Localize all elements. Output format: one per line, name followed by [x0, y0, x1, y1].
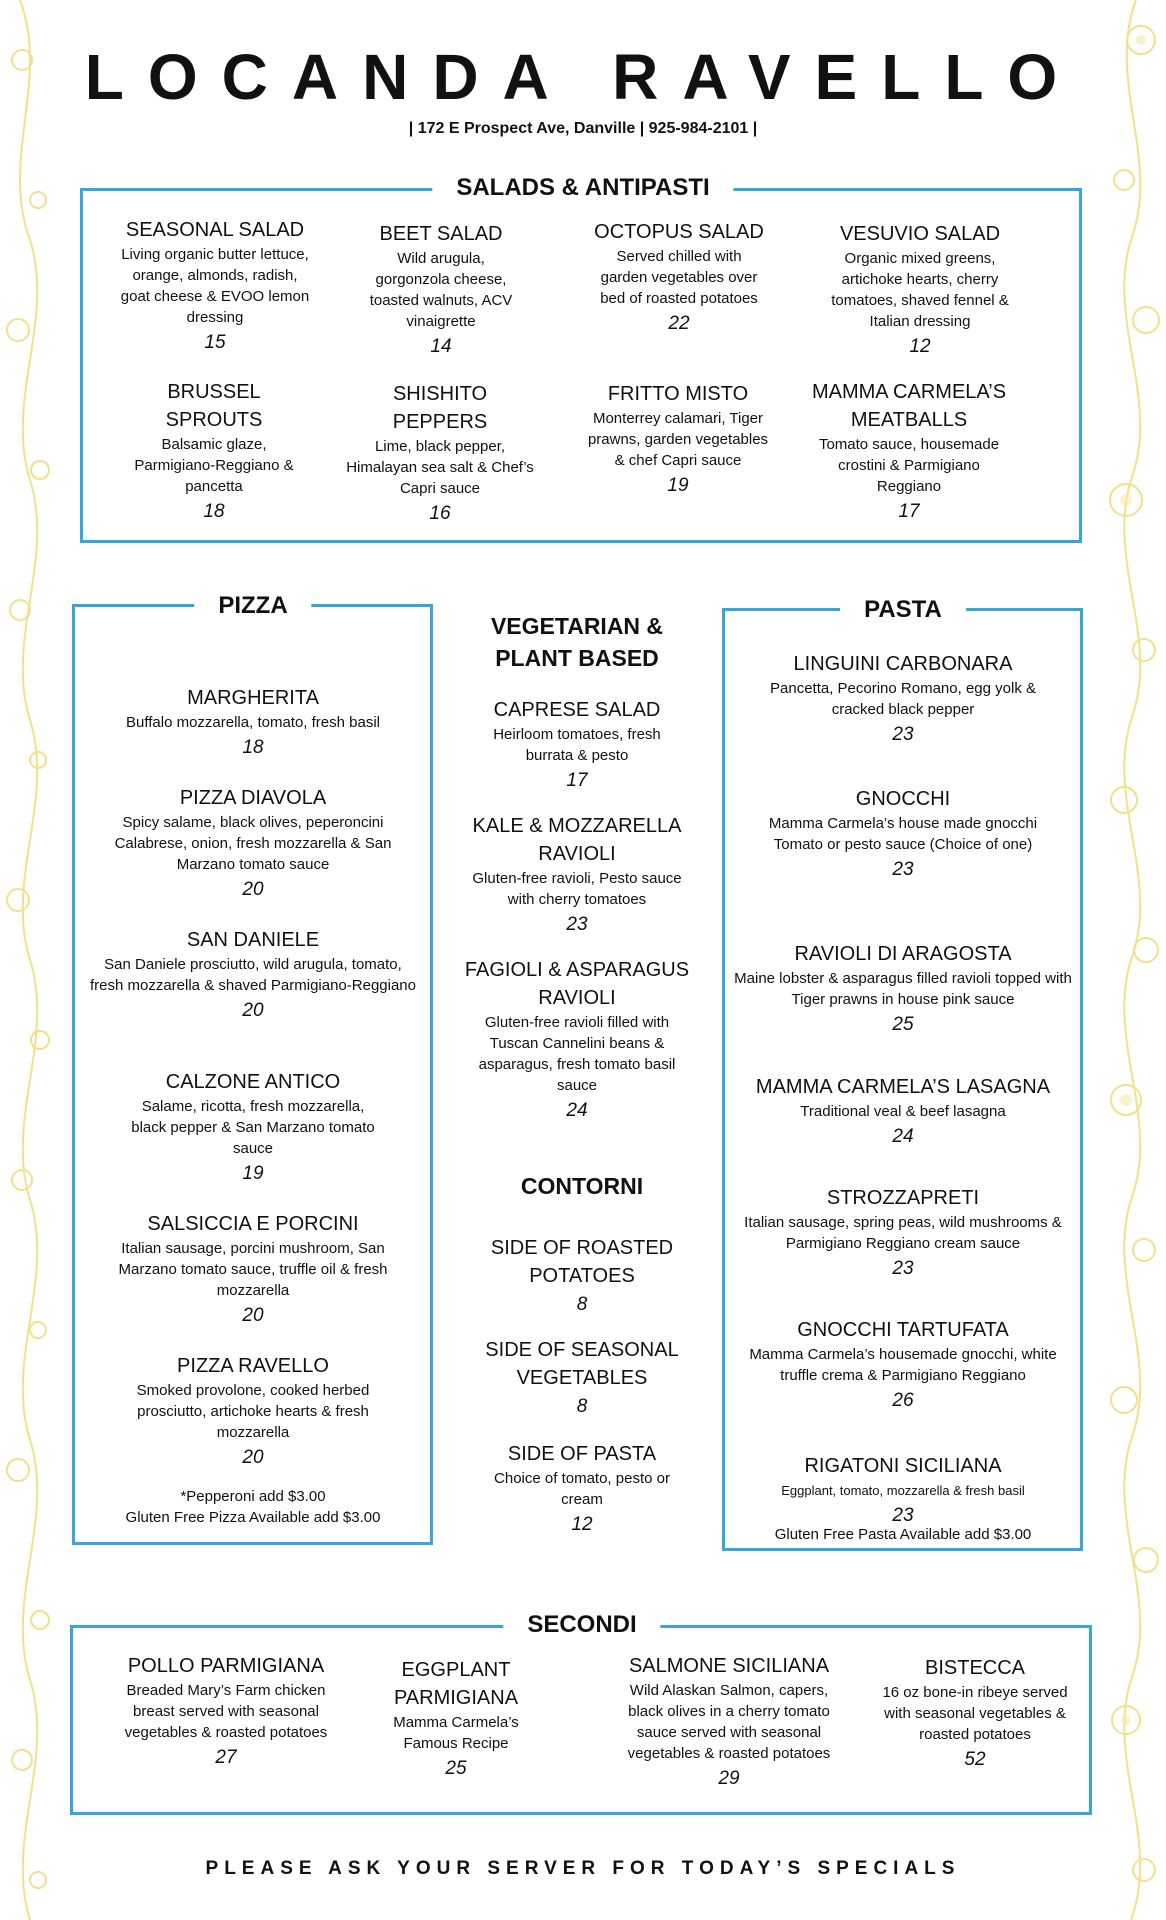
menu-item [119, 378, 309, 525]
item-price: 20 [242, 1000, 264, 1021]
item-price: 23 [566, 914, 588, 935]
item-description: Mamma Carmela’s housemade gnocchi, white truffle crema & Parmigiano Reggiano [749, 1346, 1057, 1384]
item-price: 18 [242, 737, 264, 758]
item-name: KALE & MOZZARELLA RAVIOLI [472, 815, 682, 865]
item-name: GNOCCHI [855, 788, 951, 810]
item-description: Italian sausage, spring peas, wild mushrooms & Parmigiano Reggiano cream sauce [744, 1214, 1062, 1252]
item-name: OCTOPUS SALAD [594, 221, 764, 243]
item-description: Monterrey calamari, Tiger prawns, garden vegetables & chef Capri sauce [587, 410, 769, 469]
item-description: Gluten-free ravioli filled with Tuscan Cannelini beans & asparagus, fresh tomato basil sauce [478, 1014, 676, 1094]
item-description: Lime, black pepper, Himalayan sea salt & Chef’s Capri sauce [346, 438, 534, 497]
item-name: CAPRESE SALAD [493, 699, 661, 721]
menu-item [345, 380, 535, 527]
item-description: San Daniele prosciutto, wild arugula, tomato, fresh mozzarella & shaved Parmigiano-Reggiano [89, 956, 416, 994]
item-name: PIZZA DIAVOLA [179, 787, 327, 809]
item-price: 20 [242, 879, 264, 900]
item-description: Organic mixed greens, artichoke hearts, cherry tomatoes, shaved fennel & Italian dressing [831, 250, 1009, 330]
item-price: 25 [445, 1758, 467, 1779]
menu-item [753, 785, 1053, 883]
item-price: 17 [898, 501, 920, 522]
item-description: Mamma Carmela’s house made gnocchi Tomato or pesto sauce (Choice of one) [768, 815, 1038, 853]
pizza-note-pepperoni: *Pepperoni add $3.00 [180, 1488, 326, 1505]
item-description: Breaded Mary’s Farm chicken breast served with seasonal vegetables & roasted potatoes [124, 1682, 328, 1741]
item-name: SALMONE SICILIANA [628, 1655, 830, 1677]
menu-item [828, 220, 1013, 360]
menu-item [361, 220, 521, 360]
pasta-note-gluten-free: Gluten Free Pasta Available add $3.00 [774, 1526, 1032, 1543]
item-name: SIDE OF PASTA [507, 1443, 657, 1465]
item-price: 23 [892, 1505, 914, 1526]
item-description: Salame, ricotta, fresh mozzarella, black pepper & San Marzano tomato sauce [131, 1098, 375, 1157]
item-name: PIZZA RAVELLO [177, 1355, 329, 1377]
item-price: 20 [242, 1447, 264, 1468]
item-description: Wild Alaskan Salmon, capers, black olives in a cherry tomato sauce served with seasonal vegetables & roasted potatoes [627, 1682, 831, 1762]
item-price: 8 [576, 1294, 588, 1315]
specials-footer: PLEASE ASK YOUR SERVER FOR TODAY’S SPECIALS [205, 1858, 961, 1879]
item-description: Eggplant, tomato, mozzarella & fresh basil [781, 1483, 1025, 1498]
item-name: SIDE OF SEASONAL VEGETABLES [485, 1339, 679, 1389]
item-price: 29 [718, 1768, 740, 1789]
item-name: BISTECCA [924, 1657, 1026, 1679]
item-description: Choice of tomato, pesto or cream [494, 1470, 670, 1508]
menu-item [748, 650, 1058, 748]
item-name: SALSICCIA E PORCINI [147, 1213, 359, 1235]
item-price: 16 [429, 503, 451, 524]
item-price: 23 [892, 859, 914, 880]
menu-item [733, 1073, 1073, 1150]
menu-item [487, 1234, 677, 1318]
floral-border-right [1096, 0, 1166, 1920]
salads-heading: SALADS & ANTIPASTI [432, 174, 733, 202]
menu-item [592, 218, 767, 337]
menu-item [472, 696, 682, 794]
item-description: Maine lobster & asparagus filled ravioli topped with Tiger prawns in house pink sauce [734, 970, 1072, 1008]
menu-item [93, 684, 413, 761]
item-description: Buffalo mozzarella, tomato, fresh basil [125, 714, 380, 731]
item-price: 24 [892, 1126, 914, 1147]
item-name: FAGIOLI & ASPARAGUS RAVIOLI [464, 959, 690, 1009]
item-description: Pancetta, Pecorino Romano, egg yolk & cracked black pepper [770, 680, 1036, 718]
menu-item [809, 378, 1009, 525]
item-price: 52 [964, 1749, 986, 1770]
pasta-heading: PASTA [840, 596, 966, 624]
item-name: SAN DANIELE [186, 929, 320, 951]
item-price: 25 [892, 1014, 914, 1035]
item-name: GNOCCHI TARTUFATA [797, 1319, 1009, 1341]
item-name: SHISHITO PEPPERS [392, 383, 488, 433]
contorni-heading: CONTORNI [520, 1173, 644, 1199]
item-name: MAMMA CARMELA’S MEATBALLS [811, 381, 1007, 431]
item-name: STROZZAPRETI [826, 1187, 980, 1209]
secondi-heading: SECONDI [503, 1611, 660, 1639]
item-description: 16 oz bone-in ribeye served with seasonal vegetables & roasted potatoes [882, 1684, 1068, 1743]
item-name: SEASONAL SALAD [125, 219, 305, 241]
restaurant-name: LOCANDA RAVELLO [84, 41, 1082, 113]
item-name: MAMMA CARMELA’S LASAGNA [755, 1076, 1051, 1098]
menu-item [108, 784, 398, 903]
menu-item [121, 1652, 331, 1771]
menu-item [873, 1654, 1078, 1773]
item-description: Traditional veal & beef lasagna [800, 1103, 1006, 1120]
item-price: 26 [892, 1390, 914, 1411]
item-name: EGGPLANT PARMIGIANA [393, 1659, 519, 1709]
item-price: 14 [430, 336, 452, 357]
menu-item [462, 956, 692, 1124]
item-name: FRITTO MISTO [607, 383, 749, 405]
menu-item [88, 926, 418, 1024]
menu-item [738, 1184, 1068, 1282]
item-price: 22 [668, 313, 690, 334]
item-description: Wild arugula, gorgonzola cheese, toasted walnuts, ACV vinaigrette [369, 250, 513, 330]
menu-item [487, 1440, 677, 1538]
item-price: 23 [892, 724, 914, 745]
item-description: Tomato sauce, housemade crostini & Parmigiano Reggiano [818, 436, 1000, 495]
item-name: POLLO PARMIGIANA [127, 1655, 325, 1677]
item-description: Smoked provolone, cooked herbed prosciutto, artichoke hearts & fresh mozzarella [136, 1382, 370, 1441]
item-name: LINGUINI CARBONARA [793, 653, 1013, 675]
item-name: VESUVIO SALAD [839, 223, 1001, 245]
item-name: MARGHERITA [187, 687, 319, 709]
menu-item [467, 812, 687, 938]
item-description: Mamma Carmela’s Famous Recipe [393, 1714, 519, 1752]
item-price: 18 [203, 501, 225, 522]
item-name: RAVIOLI DI ARAGOSTA [794, 943, 1012, 965]
menu-item [113, 1352, 393, 1471]
item-price: 24 [566, 1100, 588, 1121]
item-name: CALZONE ANTICO [165, 1071, 341, 1093]
item-description: Italian sausage, porcini mushroom, San Marzano tomato sauce, truffle oil & fresh mozzarella [118, 1240, 388, 1299]
item-price: 12 [571, 1514, 593, 1535]
item-name: BRUSSEL SPROUTS [165, 381, 263, 431]
item-price: 12 [909, 336, 931, 357]
restaurant-address: | 172 E Prospect Ave, Danville | 925-984-2101 | [408, 120, 758, 137]
floral-border-left [0, 0, 58, 1920]
menu-item [619, 1652, 839, 1792]
menu-item [103, 1210, 403, 1329]
item-description: Heirloom tomatoes, fresh burrata & pesto [493, 726, 661, 764]
item-description: Living organic butter lettuce, orange, almonds, radish, goat cheese & EVOO lemon dressing [120, 246, 310, 326]
item-description: Gluten-free ravioli, Pesto sauce with cherry tomatoes [472, 870, 682, 908]
menu-item [381, 1656, 531, 1782]
item-name: RIGATONI SICILIANA [804, 1455, 1002, 1477]
menu-item [743, 1316, 1063, 1414]
menu-item [583, 380, 773, 499]
menu-item [128, 1068, 378, 1187]
item-price: 17 [566, 770, 588, 791]
item-price: 19 [242, 1163, 264, 1184]
pizza-heading: PIZZA [194, 592, 311, 620]
item-description: Balsamic glaze, Parmigiano-Reggiano & pancetta [134, 436, 294, 495]
item-description: Spicy salame, black olives, peperoncini Calabrese, onion, fresh mozzarella & San Marzano tomato sauce [114, 814, 392, 873]
item-price: 19 [667, 475, 689, 496]
menu-item [733, 940, 1073, 1038]
item-description: Served chilled with garden vegetables over bed of roasted potatoes [600, 248, 758, 307]
pizza-note-gluten-free: Gluten Free Pizza Available add $3.00 [125, 1509, 381, 1526]
item-price: 27 [215, 1747, 237, 1768]
item-price: 8 [576, 1396, 588, 1417]
item-price: 23 [892, 1258, 914, 1279]
item-price: 15 [204, 332, 226, 353]
menu-item [120, 216, 310, 356]
menu-item [738, 1452, 1068, 1529]
vegetarian-heading: VEGETARIAN & PLANT BASED [490, 613, 664, 671]
item-price: 20 [242, 1305, 264, 1326]
item-name: BEET SALAD [379, 223, 503, 245]
menu-item [482, 1336, 682, 1420]
item-name: SIDE OF ROASTED POTATOES [490, 1237, 674, 1287]
